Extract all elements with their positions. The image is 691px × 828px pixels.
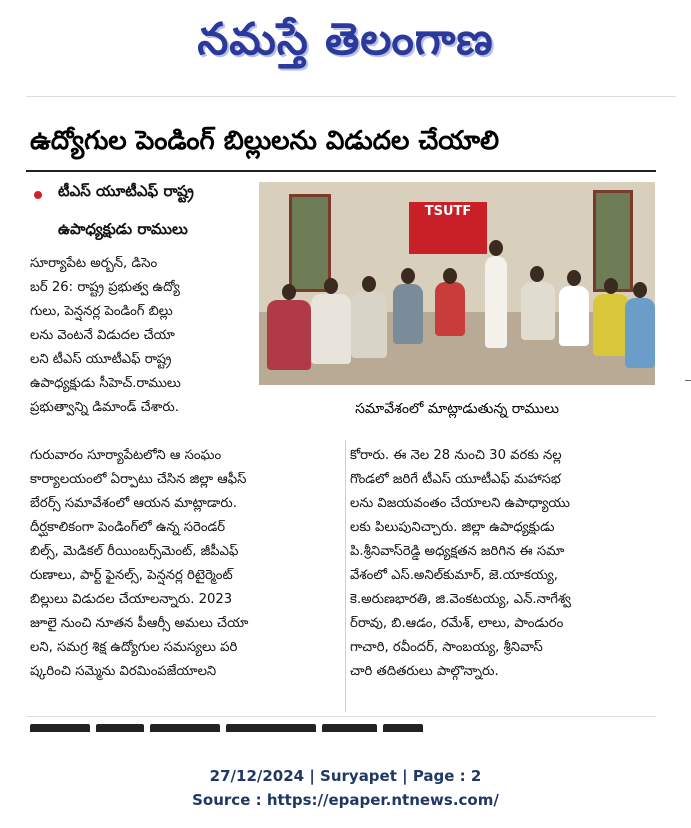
photo-person <box>593 294 629 356</box>
body-text-line: లని టీఎస్ యూటీఎఫ్ రాష్ట్ర <box>30 352 172 367</box>
photo-caption: సమావేశంలో మాట్లాడుతున్న రాములు <box>259 385 655 435</box>
article-subhead-line1: టీఎస్ యూటీఎఫ్ రాష్ట్ర <box>58 182 194 200</box>
headline-divider <box>26 170 656 172</box>
body-text-line: దీర్ఘకాలికంగా పెండింగ్‌లో ఉన్న సరెండర్ <box>30 520 226 535</box>
photo-person <box>393 284 423 344</box>
subhead-bullet-icon <box>34 191 42 199</box>
article-body-left-top <box>30 252 258 420</box>
body-text-line: కోరారు. ఈ నెల 28 నుంచి 30 వరకు నల్ల <box>350 448 562 463</box>
photo-person <box>267 300 311 370</box>
photo-person <box>351 292 387 358</box>
photo-person-head <box>324 278 338 294</box>
body-text-line: బర్ 26: రాష్ట్ర ప్రభుత్వ ఉద్యో <box>30 280 180 295</box>
body-text-line: చారి తదితరులు పాల్గొన్నారు. <box>350 664 499 679</box>
body-text-line: ఉపాధ్యక్షుడు సీహెచ్.రాములు <box>30 376 181 391</box>
body-text-line: పి.శ్రీనివాస్‌రెడ్డి అధ్యక్షతన జరిగిన ఈ సమా <box>350 544 565 559</box>
footer-date-page: 27/12/2024 | Suryapet | Page : 2 <box>209 767 482 785</box>
masthead <box>0 0 691 90</box>
body-text-line: జూలై నుంచి నూతన పీఆర్సీ అమలు చేయా <box>30 616 249 631</box>
photo-person-head <box>443 268 457 284</box>
photo-person-head <box>567 270 581 286</box>
photo-person-speaker <box>485 256 507 348</box>
body-text-line: కార్యాలయంలో ఏర్పాటు చేసిన జిల్లా ఆఫీస్ <box>30 472 247 487</box>
photo-window-right <box>593 190 633 292</box>
photo-person-head <box>362 276 376 292</box>
body-text-line: సూర్యాపేట అర్బన్, డిసెం <box>30 256 158 271</box>
article-headline: ఉద్యోగుల పెండింగ్ బిల్లులను విడుదల చేయాలి <box>30 126 500 156</box>
body-text-line: లను వెంటనే విడుదల చేయా <box>30 328 175 343</box>
body-text-line: గురువారం సూర్యాపేటలోని ఆ సంఘం <box>30 448 222 463</box>
photo-person <box>311 294 351 364</box>
footer-source-link[interactable]: Source : https://epaper.ntnews.com/ <box>192 791 499 809</box>
photo-person-head <box>489 240 503 256</box>
photo-banner <box>409 202 487 254</box>
source-footer <box>0 764 691 812</box>
article-subhead-line2: ఉపాధ్యక్షుడు రాములు <box>58 220 188 238</box>
top-divider <box>26 96 676 97</box>
body-text-line: ప్రభుత్వాన్ని డిమాండ్ చేశారు. <box>30 400 179 415</box>
body-text-line: బిల్స్, మెడికల్ రీయింబర్స్‌మెంట్, జీపీఎఫ్ <box>30 544 239 559</box>
body-text-line: లను విజయవంతం చేయాలని ఉపాధ్యాయు <box>350 496 570 511</box>
news-photo <box>259 182 655 385</box>
body-text-line: కె.అరుణభారతి, జి.వెంకటయ్య, ఎన్.నాగేశ్వ <box>350 592 571 607</box>
masthead-logo: నమస్తే తెలంగాణ <box>197 14 494 65</box>
body-text-line: బిల్లులు విడుదల చేయాలన్నారు. 2023 <box>30 592 233 607</box>
body-text-line: గాచారి, రవీందర్, సాంబయ్య, శ్రీనివాస్ <box>350 640 543 655</box>
column-divider <box>345 440 346 712</box>
photo-person-head <box>633 282 647 298</box>
edge-divider <box>685 380 691 381</box>
body-text-line: ష్కరించి సమ్మెను విరమింపజేయాలని <box>30 664 217 679</box>
body-text-line: లకు పిలుపునిచ్చారు. జిల్లా ఉపాధ్యక్షుడు <box>350 520 555 535</box>
body-text-line: ర్‌రావు, బి.ఆడం, రమేశ్, లాలు, పాండురం <box>350 616 564 631</box>
photo-banner-text: TSUTF <box>424 204 472 219</box>
article-body-left-bottom <box>30 444 342 684</box>
photo-window-left <box>289 194 331 292</box>
photo-person <box>559 286 589 346</box>
photo-person-head <box>604 278 618 294</box>
photo-person-head <box>282 284 296 300</box>
body-text-line: బేరర్స్ సమావేశంలో ఆయన మాట్లాడారు. <box>30 496 237 511</box>
photo-person <box>435 282 465 336</box>
body-text-line: వేశంలో ఎస్.అనిల్‌కుమార్, జె.యాకయ్య, <box>350 568 558 583</box>
body-text-line: గొండలో జరిగే టీఎస్ యూటీఎఫ్ మహాసభ <box>350 472 561 487</box>
photo-person-head <box>530 266 544 282</box>
photo-person <box>625 298 655 368</box>
next-article-cutoff <box>30 716 450 732</box>
body-text-line: లని, సమగ్ర శిక్ష ఉద్యోగుల సమస్యలు పరి <box>30 640 238 655</box>
body-text-line: రుణాలు, పార్ట్ ఫైనల్స్, పెన్షనర్ల రిటైర్మెంట్ <box>30 568 233 583</box>
body-text-line: గులు, పెన్షనర్ల పెండింగ్ బిల్లు <box>30 304 173 319</box>
photo-person <box>521 282 555 340</box>
photo-person-head <box>401 268 415 284</box>
article-body-right <box>350 444 660 684</box>
